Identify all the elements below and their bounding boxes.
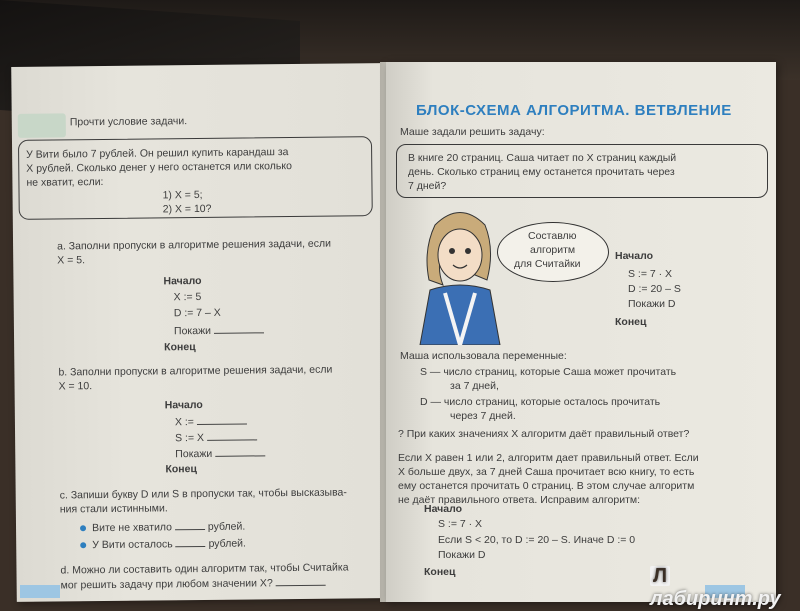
- task-line: не хватит, если:: [26, 176, 104, 189]
- task-line: 7 дней?: [408, 180, 447, 192]
- algo-step: Покажи: [175, 446, 265, 461]
- exercise-d-text: d. Можно ли составить один алгоритм так, чтобы Считайка: [60, 561, 349, 577]
- var-description: S — число страниц, которые Саша может прочитать: [420, 366, 677, 378]
- task-line: У Вити было 7 рублей. Он решил купить карандаш за: [26, 146, 289, 161]
- exercise-b-text: b. Заполни пропуски в алгоритме решения задачи, если: [58, 363, 333, 379]
- algo-step: X := 5: [173, 290, 202, 304]
- page-title: БЛОК-СХЕМА АЛГОРИТМА. ВЕТВЛЕНИЕ: [416, 102, 732, 119]
- task-case: 1) X = 5;: [162, 188, 203, 202]
- algo-start: Начало: [164, 398, 203, 412]
- var-description: через 7 дней.: [450, 410, 516, 422]
- algo-step: Если S < 20, то D := 20 – S. Иначе D := 0: [438, 534, 636, 546]
- bullet-icon: [80, 525, 86, 531]
- algo-start: Начало: [163, 274, 202, 288]
- task-case: 2) X = 10?: [162, 202, 212, 216]
- paragraph-line: не даёт правильного ответа. Исправим алгоритм:: [398, 494, 641, 506]
- algo-end: Конец: [164, 341, 196, 354]
- exercise-b-text: X = 10.: [58, 380, 93, 393]
- paragraph-line: X больше двух, за 7 дней Саша прочитает всю книгу, то есть: [398, 466, 695, 478]
- fill-blank[interactable]: [276, 576, 326, 587]
- exercise-a-text: X = 5.: [57, 254, 86, 267]
- page-number-tab-left: [20, 585, 60, 598]
- task-line: X рублей. Сколько денег у него останется или сколько: [26, 160, 292, 175]
- algo-step: S := X: [175, 430, 257, 445]
- fill-blank[interactable]: [214, 323, 264, 334]
- paragraph-line: Если X равен 1 или 2, алгоритм дает правильный ответ. Если: [398, 452, 699, 464]
- algo-step: X :=: [175, 415, 247, 430]
- bubble-text: алгоритм: [530, 244, 576, 256]
- paragraph-line: ему останется прочитать 0 страниц. В этом случае алгоритм: [398, 480, 695, 492]
- left-header: Прочти условие задачи.: [69, 115, 188, 129]
- bullet-item: Вите не хватило рублей.: [80, 520, 245, 536]
- left-page: [11, 63, 389, 602]
- algo-end: Конец: [165, 463, 197, 476]
- vars-intro: Маша использовала переменные:: [400, 350, 567, 362]
- algo-start: Начало: [615, 250, 654, 262]
- fill-blank[interactable]: [175, 520, 205, 530]
- algo-step: Покажи D: [628, 298, 676, 310]
- algo-step: S := 7 · X: [628, 268, 673, 280]
- exercise-c-text: c. Запиши букву D или S в пропуски так, чтобы высказыва-: [59, 486, 347, 502]
- fill-blank[interactable]: [176, 537, 206, 547]
- algo-end: Конец: [424, 566, 456, 578]
- fill-blank[interactable]: [207, 430, 257, 441]
- bullet-item: У Вити осталось рублей.: [80, 537, 246, 553]
- girl-illustration: [405, 205, 515, 345]
- task-line: день. Сколько страниц ему останется прочитать через: [408, 166, 675, 178]
- task-line: В книге 20 страниц. Саша читает по X страниц каждый: [408, 152, 677, 164]
- algo-step: Покажи: [174, 323, 264, 338]
- question-text: ? При каких значениях X алгоритм даёт правильный ответ?: [398, 428, 690, 440]
- exercise-a-text: a. Заполни пропуски в алгоритме решения задачи, если: [57, 237, 332, 253]
- watermark: Ллабиринт.ру: [650, 565, 781, 610]
- bubble-text: Составлю: [528, 230, 577, 242]
- algo-end: Конец: [615, 316, 647, 328]
- algo-step: D := 20 – S: [628, 283, 681, 295]
- labirint-logo-icon: Л: [650, 566, 670, 586]
- bullet-icon: [80, 542, 86, 548]
- algo-step: Покажи D: [438, 549, 486, 561]
- var-description: D — число страниц, которые осталось прочитать: [420, 396, 661, 408]
- fill-blank[interactable]: [197, 415, 247, 426]
- fill-blank[interactable]: [215, 446, 265, 457]
- var-description: за 7 дней,: [450, 380, 499, 392]
- algo-step: D := 7 – X: [173, 306, 221, 320]
- task-number-icon: [18, 113, 66, 138]
- algo-start: Начало: [424, 503, 463, 515]
- exercise-c-text: ния стали истинными.: [59, 502, 168, 516]
- exercise-d-text: мог решить задачу при любом значении X?: [61, 576, 326, 593]
- bubble-text: для Считайки: [514, 258, 581, 270]
- algo-step: S := 7 · X: [438, 518, 483, 530]
- intro-text: Маше задали решить задачу:: [400, 126, 545, 138]
